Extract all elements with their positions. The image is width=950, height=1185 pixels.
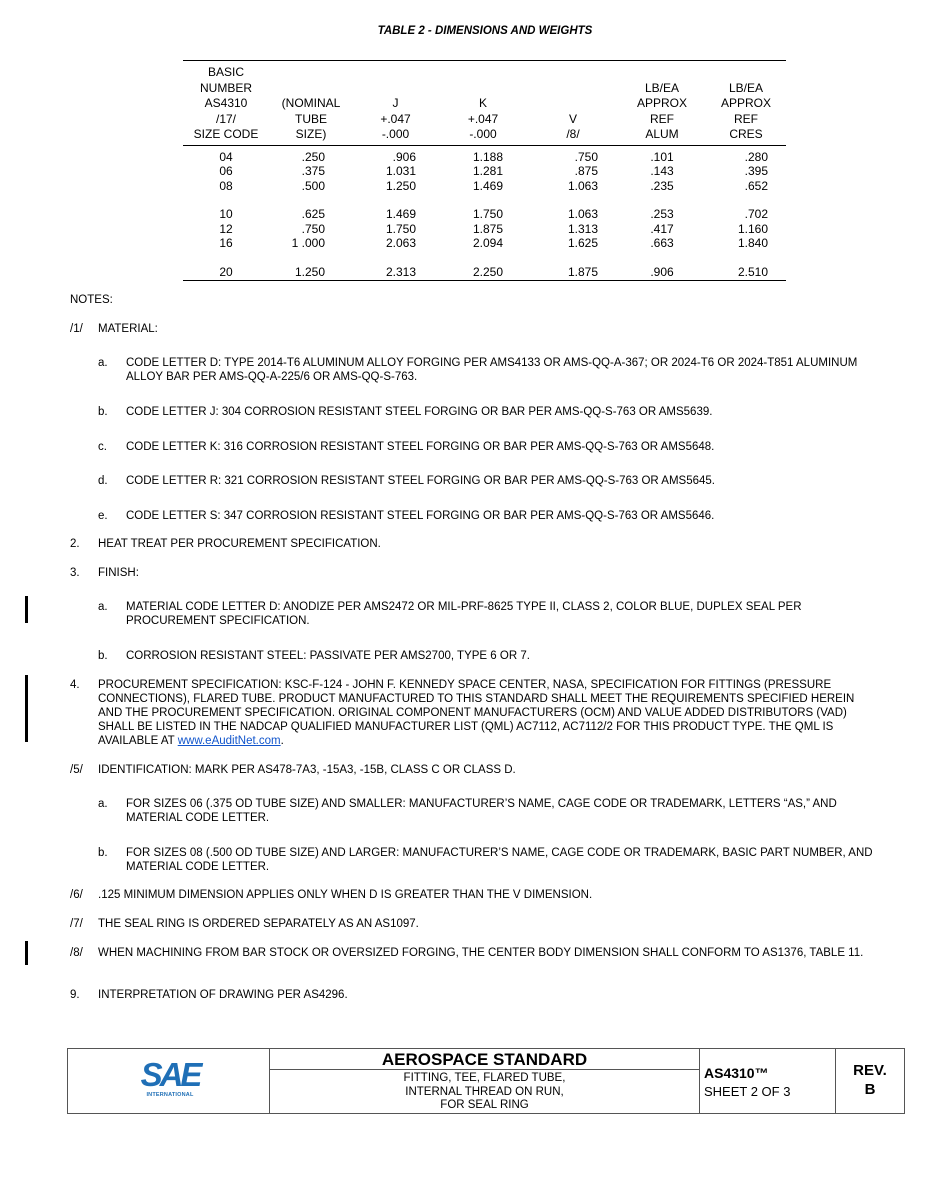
- note-9-text: INTERPRETATION OF DRAWING PER AS4296.: [98, 989, 348, 1001]
- note-9-number: 9.: [70, 989, 80, 1001]
- table-row: [183, 145, 786, 164]
- table-cell: 1.031: [385, 164, 416, 178]
- header-j: J +.047 -.000: [353, 61, 438, 146]
- table-cell: .702: [744, 207, 768, 221]
- table-row: [183, 236, 786, 251]
- table-row: [183, 222, 786, 237]
- note-8-number: /8/: [70, 947, 83, 959]
- table-cell: .280: [744, 149, 768, 164]
- table-row: [183, 251, 786, 281]
- revision-cell: [836, 1049, 904, 1113]
- table-cell: 04: [219, 149, 233, 164]
- title-block: [67, 1048, 905, 1114]
- dimensions-table: [183, 60, 786, 281]
- note-1-number: /1/: [70, 323, 83, 335]
- table-cell: 08: [219, 178, 233, 193]
- table-cell: .875: [574, 164, 598, 178]
- note-3-text: FINISH:: [98, 567, 139, 579]
- table-cell: 16: [219, 236, 233, 250]
- note-1a-text: CODE LETTER D: TYPE 2014-T6 ALUMINUM ALLOY FORGING PER AMS4133 OR AMS-QQ-A-367; OR 2024-T6 OR 2024-T851 ALUMINUM ALLOY BAR PER AMS-QQ-A-225/6 OR AMS-QQ-S-763.: [126, 357, 858, 383]
- table-cell: .143: [650, 164, 674, 178]
- table-cell: .500: [301, 178, 325, 193]
- table-cell: 1.250: [269, 251, 353, 281]
- table-cell: 2.510: [706, 251, 786, 281]
- table-row: [183, 164, 786, 179]
- header-k: K +.047 -.000: [438, 61, 528, 146]
- sae-logo: SAE INTERNATIONAL: [140, 1056, 200, 1098]
- note-6-number: /6/: [70, 889, 83, 901]
- doc-number-cell: [700, 1049, 836, 1113]
- note-6-text: .125 MINIMUM DIMENSION APPLIES ONLY WHEN D IS GREATER THAN THE V DIMENSION.: [98, 889, 593, 901]
- note-1-text: MATERIAL:: [98, 323, 158, 335]
- table-cell: 1.160: [737, 221, 768, 236]
- table-cell: 1 .000: [291, 236, 325, 250]
- note-5-text: IDENTIFICATION: MARK PER AS478-7A3, -15A3, -15B, CLASS C OR CLASS D.: [98, 764, 516, 776]
- table-cell: 1.750: [385, 221, 416, 236]
- note-2-text: HEAT TREAT PER PROCUREMENT SPECIFICATION.: [98, 538, 381, 550]
- table-cell: .375: [301, 164, 325, 178]
- rev-label: REV.: [853, 1062, 887, 1079]
- table-cell: 2.250: [438, 251, 528, 281]
- sheet-number: SHEET 2 OF 3: [704, 1084, 791, 1099]
- table-cell: 2.313: [353, 251, 438, 281]
- table-row: [183, 179, 786, 194]
- table-cell: .253: [650, 207, 674, 221]
- table-cell: 06: [219, 164, 233, 178]
- note-4-number: 4.: [70, 679, 80, 691]
- table-title: TABLE 2 - DIMENSIONS AND WEIGHTS: [377, 25, 593, 37]
- standard-description: FITTING, TEE, FLARED TUBE, INTERNAL THREAD ON RUN, FOR SEAL RING: [403, 1072, 566, 1111]
- table-cell: .250: [301, 149, 325, 164]
- note-1e-text: CODE LETTER S: 347 CORROSION RESISTANT STEEL FORGING OR BAR PER AMS-QQ-S-763 OR AMS5646.: [126, 510, 715, 522]
- table-cell: 1.063: [567, 207, 598, 221]
- table-cell: 1.469: [472, 178, 503, 193]
- change-bar: [25, 675, 28, 742]
- change-bar: [25, 941, 28, 965]
- table-cell: 1.469: [385, 207, 416, 221]
- note-1c-number: c.: [98, 441, 107, 453]
- note-1e-number: e.: [98, 510, 108, 522]
- table-cell: .750: [574, 149, 598, 164]
- standard-heading: AEROSPACE STANDARD: [270, 1049, 699, 1070]
- doc-number: AS4310™: [704, 1065, 769, 1081]
- header-basic-number: BASIC NUMBER AS4310 /17/ SIZE CODE: [183, 61, 269, 146]
- standard-cell: [270, 1049, 700, 1113]
- table-cell: 1.250: [385, 178, 416, 193]
- note-1a-number: a.: [98, 357, 108, 369]
- table-cell: 12: [219, 221, 233, 236]
- table-cell: 2.063: [385, 236, 416, 250]
- header-nominal-tube-size: (NOMINAL TUBE SIZE): [269, 61, 353, 146]
- table-cell: 1.875: [472, 221, 503, 236]
- table-cell: 1.281: [472, 164, 503, 178]
- note-3b-text: CORROSION RESISTANT STEEL: PASSIVATE PER AMS2700, TYPE 6 OR 7.: [126, 650, 530, 662]
- note-3-number: 3.: [70, 567, 80, 579]
- note-5-number: /5/: [70, 764, 83, 776]
- note-1c-text: CODE LETTER K: 316 CORROSION RESISTANT STEEL FORGING OR BAR PER AMS-QQ-S-763 OR AMS5648.: [126, 441, 715, 453]
- note-1b-number: b.: [98, 406, 108, 418]
- table-cell: .906: [618, 251, 706, 281]
- header-weight-alum: LB/EA APPROX REF ALUM: [618, 61, 706, 146]
- table-cell: 1.875: [528, 251, 618, 281]
- note-1b-text: CODE LETTER J: 304 CORROSION RESISTANT STEEL FORGING OR BAR PER AMS-QQ-S-763 OR AMS5639.: [126, 406, 713, 418]
- table-cell: .906: [392, 149, 416, 164]
- rev-value: B: [864, 1081, 876, 1098]
- note-5b-number: b.: [98, 847, 108, 859]
- notes-heading: NOTES:: [70, 294, 113, 306]
- note-7-text: THE SEAL RING IS ORDERED SEPARATELY AS AN AS1097.: [98, 918, 419, 930]
- table-cell: 2.094: [472, 236, 503, 250]
- table-cell: 1.625: [567, 236, 598, 250]
- table-cell: 1.313: [567, 221, 598, 236]
- note-8-text: WHEN MACHINING FROM BAR STOCK OR OVERSIZED FORGING, THE CENTER BODY DIMENSION SHALL CONFORM TO AS1376, TABLE 11.: [98, 947, 864, 959]
- table-cell: 1.750: [472, 207, 503, 221]
- header-v: V /8/: [528, 61, 618, 146]
- note-2-number: 2.: [70, 538, 80, 550]
- table-cell: .663: [650, 236, 674, 250]
- note-5b-text: FOR SIZES 08 (.500 OD TUBE SIZE) AND LARGER: MANUFACTURER’S NAME, CAGE CODE OR TRADEMARK, BASIC PART NUMBER, AND MATERIAL CODE LETTER.: [126, 847, 873, 873]
- table-row: [183, 193, 786, 222]
- note-5a-number: a.: [98, 798, 108, 810]
- note-1d-number: d.: [98, 475, 108, 487]
- change-bar: [25, 596, 28, 623]
- table-cell: .652: [744, 178, 768, 193]
- table-cell: .101: [650, 149, 674, 164]
- table-cell: .625: [301, 207, 325, 221]
- table-cell: .395: [744, 164, 768, 178]
- table-cell: .235: [650, 178, 674, 193]
- table-cell: 1.063: [567, 178, 598, 193]
- table-cell: 1.188: [472, 149, 503, 164]
- note-4-text: PROCUREMENT SPECIFICATION: KSC-F-124 - JOHN F. KENNEDY SPACE CENTER, NASA, SPECIFICATION FOR FITTINGS (PRESSURE CONNECTIONS), FLARED TUBE. PRODUCT MANUFACTURED TO THIS STANDARD SHALL MEET THE REQUIREMENTS SPECIFIED HEREIN AND THE PROCUREMENT SPECIFICATION. ORIGINAL COMPONENT MANUFACTURERS (OCM) AND VALUE ADDED DISTRIBUTORS (VAD) SHALL BE LISTED IN THE NADCAP QUALIFIED MANUFACTURER LIST (QML) AC7112, AC7112/2 FOR THIS PRODUCT TYPE. THE QML IS AVAILABLE AT www.eAuditNet.com.: [98, 679, 855, 747]
- logo-cell: [68, 1049, 270, 1113]
- eauditnet-link[interactable]: www.eAuditNet.com: [177, 735, 281, 747]
- note-7-number: /7/: [70, 918, 83, 930]
- note-3b-number: b.: [98, 650, 108, 662]
- table-cell: 1.840: [737, 236, 768, 250]
- note-5a-text: FOR SIZES 06 (.375 OD TUBE SIZE) AND SMALLER: MANUFACTURER’S NAME, CAGE CODE OR TRADEMARK, LETTERS “AS,” AND MATERIAL CODE LETTER.: [126, 798, 837, 824]
- table-cell: .417: [650, 221, 674, 236]
- table-cell: 20: [183, 251, 269, 281]
- note-1d-text: CODE LETTER R: 321 CORROSION RESISTANT STEEL FORGING OR BAR PER AMS-QQ-S-763 OR AMS5645.: [126, 475, 715, 487]
- table-cell: 10: [219, 207, 233, 221]
- note-3a-number: a.: [98, 601, 108, 613]
- table-cell: .750: [301, 221, 325, 236]
- table-header-row: [183, 61, 786, 146]
- header-weight-cres: LB/EA APPROX REF CRES: [706, 61, 786, 146]
- note-3a-text: MATERIAL CODE LETTER D: ANODIZE PER AMS2472 OR MIL-PRF-8625 TYPE II, CLASS 2, COLOR BLUE, DUPLEX SEAL PER PROCUREMENT SPECIFICATION.: [126, 601, 802, 627]
